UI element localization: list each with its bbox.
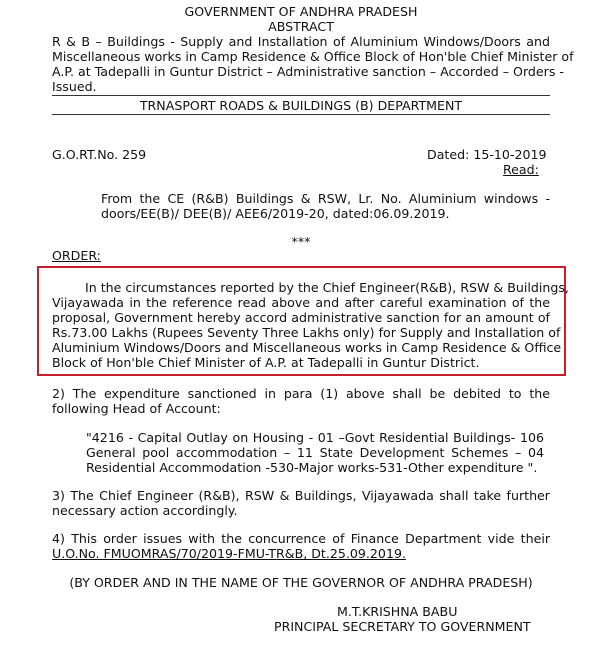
read-label: Read: bbox=[503, 162, 539, 177]
para1-line-6: Block of Hon'ble Chief Minister of A.P. at Tadepalli in Guntur District. bbox=[52, 355, 480, 370]
para3-line-1: 3) The Chief Engineer (R&B), RSW & Buildings, Vijayawada shall take further bbox=[52, 488, 550, 503]
reference-line-2: doors/EE(B)/ DEE(B)/ AEE6/2019-20, dated:06.09.2019. bbox=[101, 206, 450, 221]
subject-line-2: Miscellaneous works in Camp Residence & Office Block of Hon'ble Chief Minister of bbox=[52, 49, 574, 64]
para4-line-2: U.O.No. FMUOMRAS/70/2019-FMU-TR&B, Dt.25.09.2019. bbox=[52, 546, 406, 561]
account-line-3: Residential Accommodation -530-Major works-531-Other expenditure ". bbox=[86, 460, 538, 475]
signatory-title: PRINCIPAL SECRETARY TO GOVERNMENT bbox=[274, 619, 531, 634]
account-line-2: General pool accommodation – 11 State Development Schemes – 04 bbox=[86, 445, 544, 460]
para1-line-1: In the circumstances reported by the Chief Engineer(R&B), RSW & Buildings, bbox=[85, 280, 569, 295]
subject-line-1: R & B – Buildings - Supply and Installation of Aluminium Windows/Doors and bbox=[52, 34, 550, 49]
go-date: Dated: 15-10-2019 bbox=[427, 147, 547, 162]
para3-line-2: necessary action accordingly. bbox=[52, 503, 238, 518]
account-line-1: "4216 - Capital Outlay on Housing - 01 –Govt Residential Buildings- 106 bbox=[86, 430, 544, 445]
separator-stars: *** bbox=[291, 234, 311, 249]
para1-line-2: Vijayawada in the reference read above and after careful examination of the bbox=[52, 295, 550, 310]
order-heading: ORDER: bbox=[52, 248, 101, 263]
abstract-heading: ABSTRACT bbox=[268, 19, 334, 34]
para1-line-5: Aluminium Windows/Doors and Miscellaneous works in Camp Residence & Office bbox=[52, 340, 562, 355]
by-order-line: (BY ORDER AND IN THE NAME OF THE GOVERNOR OF ANDHRA PRADESH) bbox=[69, 575, 533, 590]
para1-line-3: proposal, Government hereby accord administrative sanction for an amount of bbox=[52, 310, 550, 325]
para4-line-1: 4) This order issues with the concurrence of Finance Department vide their bbox=[52, 531, 550, 546]
signatory-name: M.T.KRISHNA BABU bbox=[337, 604, 458, 619]
para2-line-1: 2) The expenditure sanctioned in para (1) above shall be debited to the bbox=[52, 386, 550, 401]
para2-line-2: following Head of Account: bbox=[52, 401, 221, 416]
reference-line-1: From the CE (R&B) Buildings & RSW, Lr. No. Aluminium windows - bbox=[101, 191, 550, 206]
para1-line-4: Rs.73.00 Lakhs (Rupees Seventy Three Lakhs only) for Supply and Installation of bbox=[52, 325, 561, 340]
government-title: GOVERNMENT OF ANDHRA PRADESH bbox=[184, 4, 418, 19]
department-name: TRNASPORT ROADS & BUILDINGS (B) DEPARTMENT bbox=[139, 98, 463, 113]
subject-line-3: A.P. at Tadepalli in Guntur District – Administrative sanction – Accorded – Orders - bbox=[52, 64, 564, 79]
go-number: G.O.RT.No. 259 bbox=[52, 147, 147, 162]
subject-line-4: Issued. bbox=[52, 79, 97, 94]
header-divider-bottom bbox=[52, 114, 550, 115]
header-divider-top bbox=[52, 95, 550, 96]
